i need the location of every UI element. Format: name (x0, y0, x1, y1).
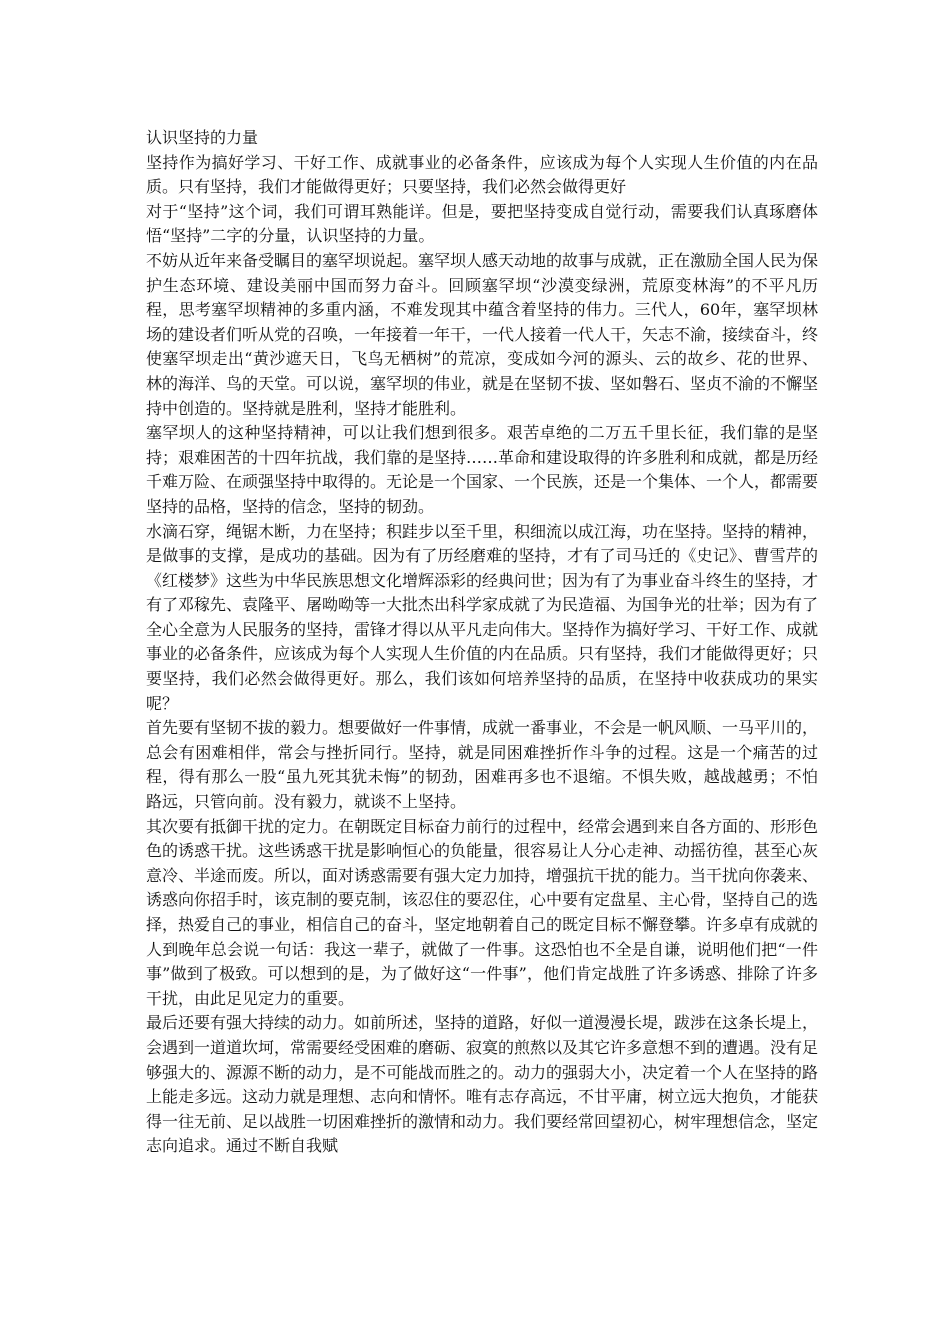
paragraph-4: 塞罕坝人的这种坚持精神，可以让我们想到很多。艰苦卓绝的二万五千里长征，我们靠的是坚持；艰难困苦的十四年抗战，我们靠的是坚持……革命和建设取得的许多胜利和成就，都是历经千难万险、在顽强坚持中取得的。无论是一个国家、一个民族，还是一个集体、一个人，都需要坚持的品格，坚持的信念，坚持的韧劲。 (146, 423, 819, 516)
paragraph-7: 其次要有抵御干扰的定力。在朝既定目标奋力前行的过程中，经常会遇到来自各方面的、形形色色的诱惑干扰。这些诱惑干扰是影响恒心的负能量，很容易让人分心走神、动摇彷徨，甚至心灰意冷、半途而废。所以，面对诱惑需要有强大定力加持，增强抗干扰的能力。当干扰向你袭来、诱惑向你招手时，该克制的要克制，该忍住的要忍住，心中要有定盘星、主心骨，坚持自己的选择，热爱自己的事业，相信自己的奋斗，坚定地朝着自己的既定目标不懈登攀。许多卓有成就的人到晚年总会说一句话：我这一辈子，就做了一件事。这恐怕也不全是自谦，说明他们把“一件事”做到了极致。可以想到的是，为了做好这“一件事”，他们肯定战胜了许多诱惑、排除了许多干扰，由此足见定力的重要。 (146, 816, 819, 1008)
paragraph-1: 坚持作为搞好学习、干好工作、成就事业的必备条件，应该成为每个人实现人生价值的内在品质。只有坚持，我们才能做得更好；只要坚持，我们必然会做得更好 (146, 152, 818, 197)
paragraph-3: 不妨从近年来备受瞩目的塞罕坝说起。塞罕坝人感天动地的故事与成就，正在激励全国人民为保护生态环境、建设美丽中国而努力奋斗。回顾塞罕坝“沙漠变绿洲，荒原变林海”的不平凡历程，思考塞罕坝精神的多重内涵，不难发现其中蕴含着坚持的伟力。三代人，60年，塞罕坝林场的建设者们听从党的召唤，一年接着一年干，一代人接着一代人干，矢志不渝，接续奋斗，终使塞罕坝走出“黄沙遮天日，飞鸟无栖树”的荒凉，变成如今河的源头、云的故乡、花的世界、林的海洋、鸟的天堂。可以说，塞罕坝的伟业，就是在坚韧不拔、坚如磐石、坚贞不渝的不懈坚持中创造的。坚持就是胜利，坚持才能胜利。 (146, 250, 819, 418)
document-title: 认识坚持的力量 (146, 128, 259, 147)
document-page (146, 126, 818, 1159)
paragraph-6: 首先要有坚韧不拔的毅力。想要做好一件事情，成就一番事业，不会是一帆风顺、一马平川的，总会有困难相伴，常会与挫折同行。坚持，就是同困难挫折作斗争的过程。这是一个痛苦的过程，得有那么一股“虽九死其犹未悔”的韧劲，困难再多也不退缩。不惧失败，越战越勇；不怕路远，只管向前。没有毅力，就谈不上坚持。 (146, 718, 819, 812)
paragraph-2: 对于“坚持”这个词，我们可谓耳熟能详。但是，要把坚持变成自觉行动，需要我们认真琢磨体悟“坚持”二字的分量，认识坚持的力量。 (146, 201, 818, 246)
paragraph-5: 水滴石穿，绳锯木断，力在坚持；积跬步以至千里，积细流以成江海，功在坚持。坚持的精神，是做事的支撑，是成功的基础。因为有了历经磨难的坚持，才有了司马迁的《史记》、曹雪芹的《红楼梦》这些为中华民族思想文化增辉添彩的经典问世；因为有了为事业奋斗终生的坚持，才有了邓稼先、袁隆平、屠呦呦等一大批杰出科学家成就了为民造福、为国争光的壮举；因为有了全心全意为人民服务的坚持，雷锋才得以从平凡走向伟大。坚持作为搞好学习、干好工作、成就事业的必备条件，应该成为每个人实现人生价值的内在品质。只有坚持，我们才能做得更好；只要坚持，我们必然会做得更好。那么，我们该如何培养坚持的品质，在坚持中收获成功的果实呢？ (146, 521, 819, 713)
paragraph-8: 最后还要有强大持续的动力。如前所述，坚持的道路，好似一道漫漫长堤，跋涉在这条长堤上，会遇到一道道坎坷，常需要经受困难的磨砺、寂寞的煎熬以及其它许多意想不到的遭遇。没有足够强大的、源源不断的动力，是不可能战而胜之的。动力的强弱大小，决定着一个人在坚持的路上能走多远。这动力就是理想、志向和情怀。唯有志存高远，不甘平庸，树立远大抱负，才能获得一往无前、足以战胜一切困难挫折的激情和动力。我们要经常回望初心，树牢理想信念，坚定志向追求。通过不断自我赋 (146, 1013, 819, 1156)
